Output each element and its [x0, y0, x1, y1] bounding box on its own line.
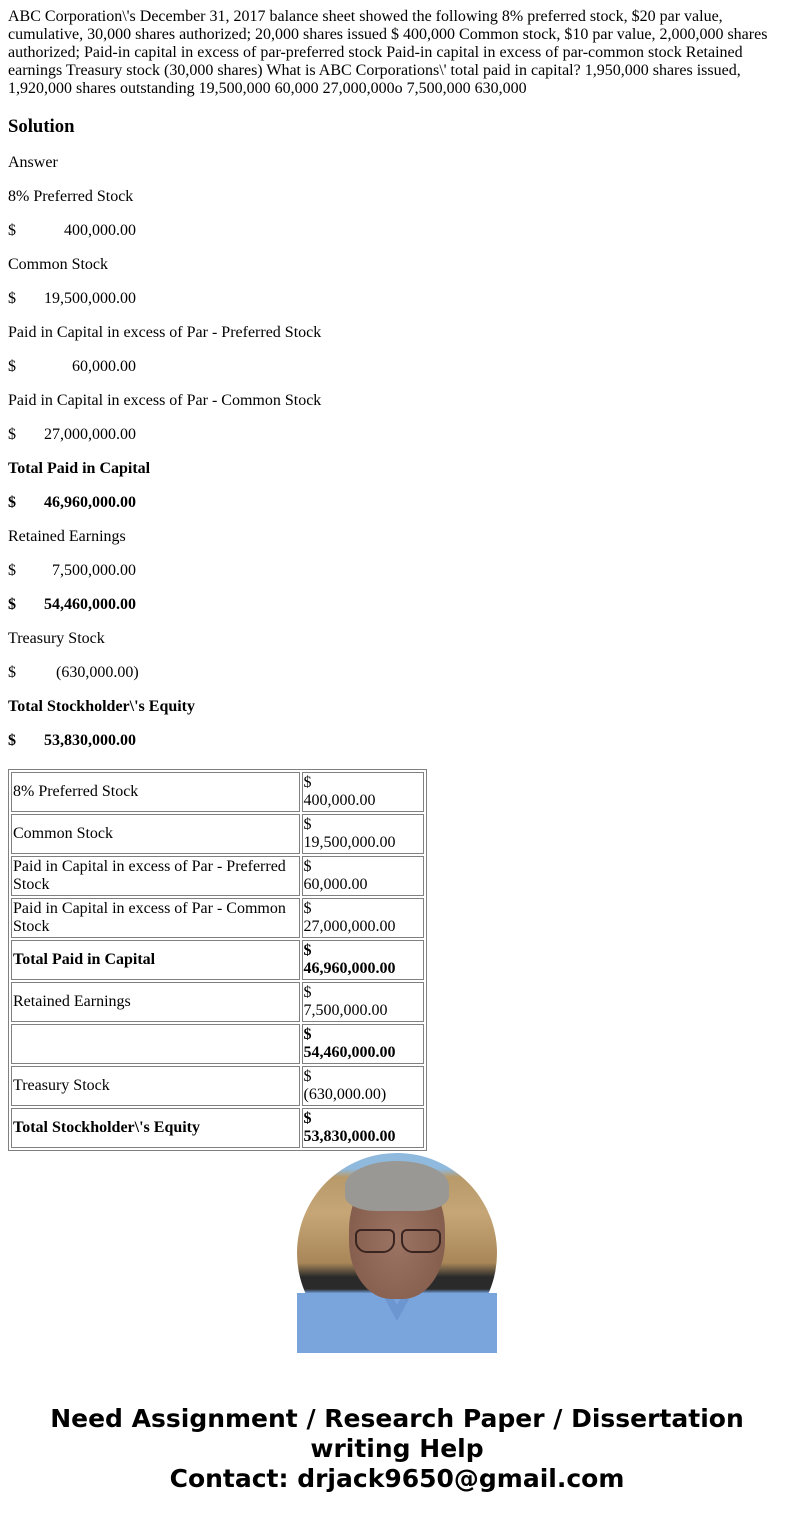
table-row: [11, 982, 424, 1022]
row-amount: [302, 814, 425, 854]
row-label: Retained Earnings: [11, 982, 300, 1022]
solution-line: Treasury Stock: [8, 630, 105, 647]
amount-value: 46,960,000.00: [303, 960, 396, 977]
solution-line: Paid in Capital in excess of Par - Preferred Stock: [8, 324, 322, 341]
solution-line: $ 60,000.00: [8, 358, 136, 375]
currency-symbol: $: [303, 1026, 312, 1043]
amount-value: 53,830,000.00: [303, 1128, 396, 1145]
table-row-total-paid-in-capital: [11, 940, 424, 980]
avatar-hair: [345, 1161, 449, 1211]
currency-symbol: $: [303, 1068, 312, 1085]
solution-line: 8% Preferred Stock: [8, 188, 134, 205]
tutor-avatar: [297, 1153, 497, 1353]
currency-symbol: $: [303, 774, 312, 791]
row-label: Paid in Capital in excess of Par - Preferred Stock: [11, 856, 300, 896]
solution-line: $ 19,500,000.00: [8, 290, 136, 307]
row-amount: [302, 856, 425, 896]
solution-line-total-paid-in-capital: Total Paid in Capital: [8, 460, 151, 477]
amount-value: 27,000,000.00: [303, 918, 396, 935]
table-row-subtotal: [11, 1024, 424, 1064]
row-amount: [302, 772, 425, 812]
amount-value: 19,500,000.00: [303, 834, 396, 851]
solution-line: $ 400,000.00: [8, 222, 136, 239]
currency-symbol: $: [303, 858, 312, 875]
solution-line: Common Stock: [8, 256, 109, 273]
question-text: ABC Corporation\'s December 31, 2017 balance sheet showed the following 8% preferred stock, $20 par value, cumulative, 30,000 shares authorized; 20,000 shares issued $ 400,000 Common stock, $10 par value, 2,000,000 shares authorized; Paid-in capital in excess of par-preferred stock Paid-in capital in excess of par-common stock Retained earnings Treasury stock (30,000 shares) What is ABC Corporations\' total paid in capital? 1,950,000 shares issued, 1,920,000 shares outstanding 19,500,000 60,000 27,000,000o 7,500,000 630,000: [8, 8, 768, 97]
document-body: [0, 0, 794, 750]
avatar-shirt: [297, 1293, 497, 1353]
table-row-total-equity: [11, 1108, 424, 1148]
solution-line: Retained Earnings: [8, 528, 126, 545]
solution-line: $ 27,000,000.00: [8, 426, 136, 443]
table-row: [11, 814, 424, 854]
row-label: Total Stockholder\'s Equity: [11, 1108, 300, 1148]
promo-line-2: writing Help: [310, 1434, 484, 1463]
solution-line-total-paid-in-capital-amount: $ 46,960,000.00: [8, 494, 136, 511]
amount-value: 54,460,000.00: [303, 1044, 396, 1061]
promo-contact: Contact: drjack9650@gmail.com: [169, 1464, 625, 1493]
solution-line: Paid in Capital in excess of Par - Common Stock: [8, 392, 322, 409]
row-label: 8% Preferred Stock: [11, 772, 300, 812]
currency-symbol: $: [303, 816, 312, 833]
table-row: [11, 1066, 424, 1106]
balance-sheet-table-container: [8, 769, 427, 1145]
row-label: Paid in Capital in excess of Par - Common Stock: [11, 898, 300, 938]
amount-value: 400,000.00: [303, 792, 376, 809]
row-amount: [302, 1024, 425, 1064]
currency-symbol: $: [303, 984, 312, 1001]
row-label: Common Stock: [11, 814, 300, 854]
table-row: [11, 898, 424, 938]
row-label: Treasury Stock: [11, 1066, 300, 1106]
table-row: [11, 856, 424, 896]
currency-symbol: $: [303, 942, 312, 959]
amount-value: (630,000.00): [303, 1086, 387, 1103]
currency-symbol: $: [303, 900, 312, 917]
glasses-icon: [401, 1229, 441, 1253]
row-label: [11, 1024, 300, 1064]
promo-banner: [0, 1404, 794, 1494]
amount-value: 7,500,000.00: [303, 1002, 388, 1019]
table-row: [11, 772, 424, 812]
balance-sheet-table: [8, 769, 427, 1151]
amount-value: 60,000.00: [303, 876, 368, 893]
glasses-icon: [355, 1229, 395, 1253]
row-amount: [302, 940, 425, 980]
solution-line-subtotal: $ 54,460,000.00: [8, 596, 136, 613]
currency-symbol: $: [303, 1110, 312, 1127]
row-label: Total Paid in Capital: [11, 940, 300, 980]
row-amount: [302, 1066, 425, 1106]
solution-line: $ 7,500,000.00: [8, 562, 136, 579]
answer-label: Answer: [8, 154, 58, 171]
solution-line-total-equity-amount: $ 53,830,000.00: [8, 732, 136, 749]
row-amount: [302, 1108, 425, 1148]
promo-line-1: Need Assignment / Research Paper / Dissertation: [50, 1404, 744, 1433]
row-amount: [302, 982, 425, 1022]
solution-line-total-equity: Total Stockholder\'s Equity: [8, 698, 196, 715]
solution-heading: Solution: [8, 116, 75, 137]
solution-line: $ (630,000.00): [8, 664, 139, 681]
row-amount: [302, 898, 425, 938]
